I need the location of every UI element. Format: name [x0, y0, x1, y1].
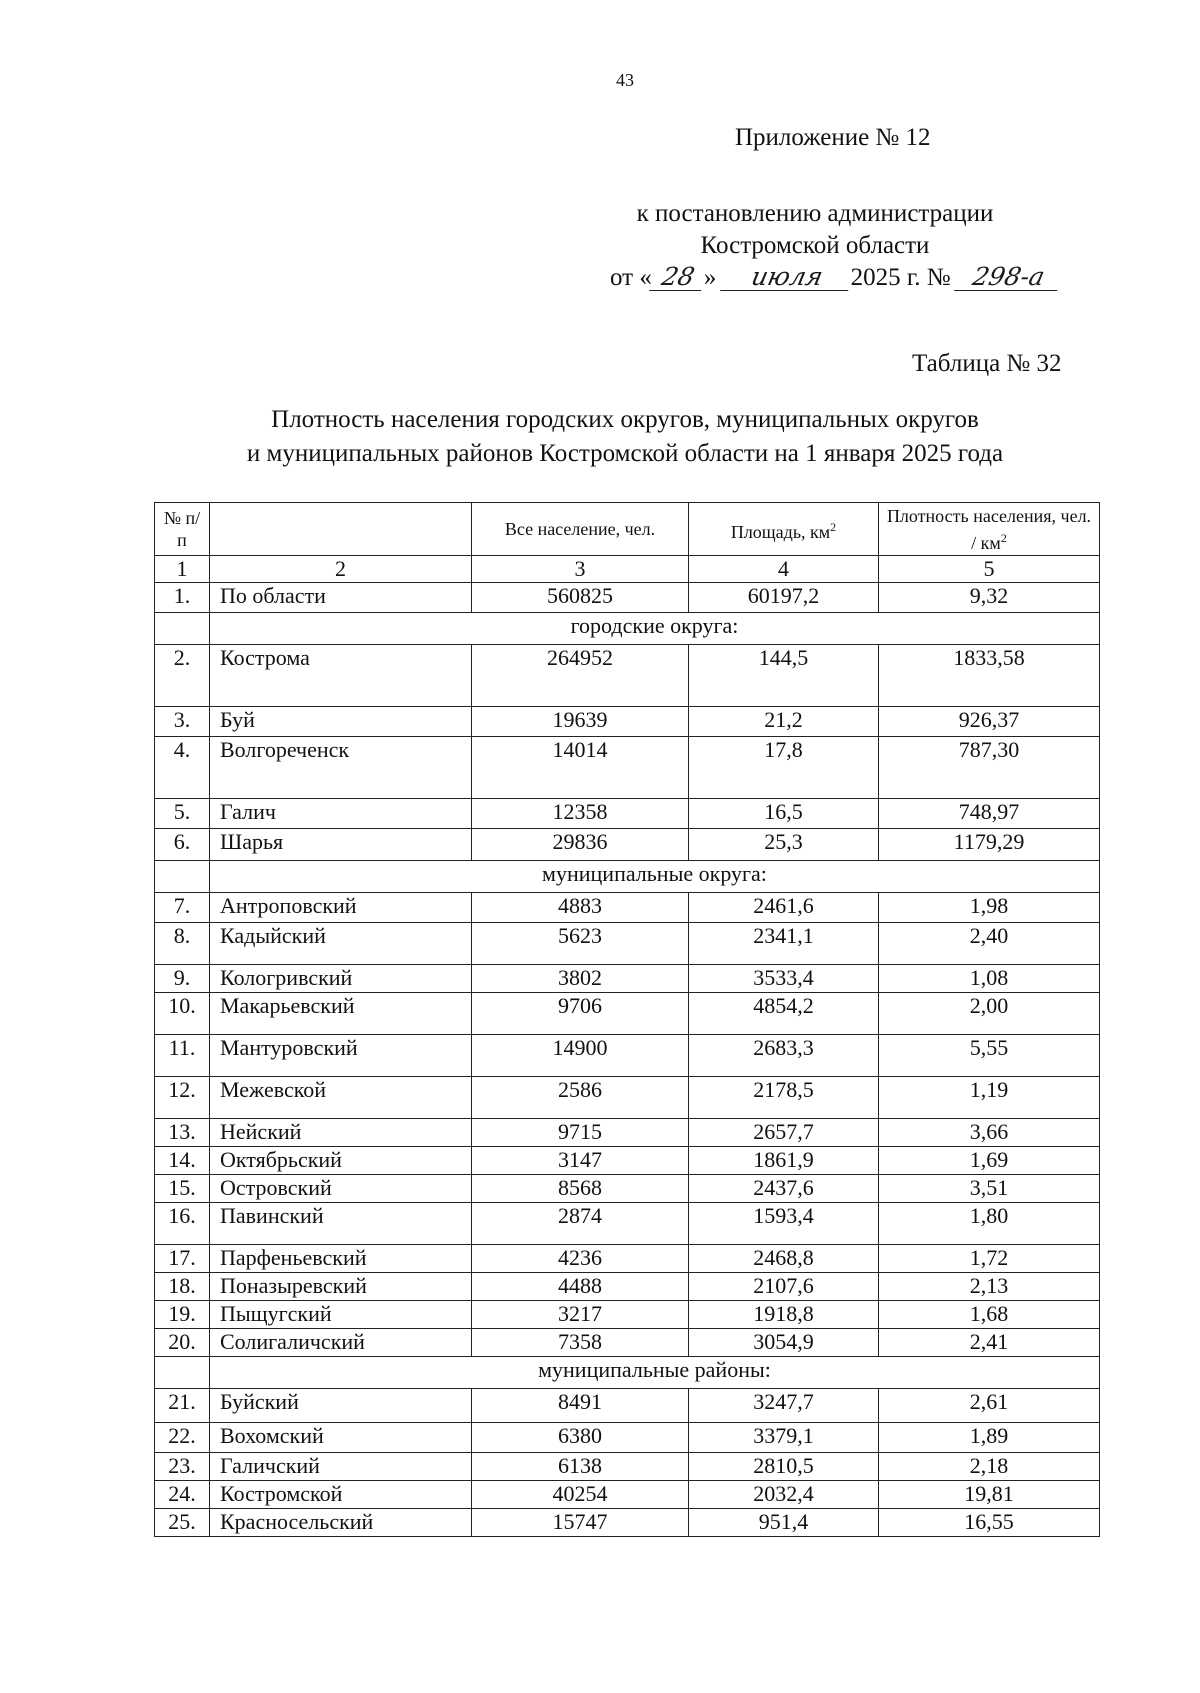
- row-area: 1861,9: [689, 1147, 879, 1175]
- row-population: 6138: [472, 1453, 689, 1481]
- header-density-text: Плотность населения, чел. / км: [886, 505, 1092, 553]
- row-number: 14.: [155, 1147, 210, 1175]
- row-number: 13.: [155, 1119, 210, 1147]
- row-population: 14900: [472, 1035, 689, 1077]
- row-area: 2341,1: [689, 923, 879, 965]
- row-population: 4488: [472, 1273, 689, 1301]
- row-population: 4883: [472, 893, 689, 923]
- section-row: [155, 1357, 1100, 1389]
- row-density: 1,08: [879, 965, 1100, 993]
- page-number: 43: [616, 70, 634, 90]
- row-name: Галич: [210, 799, 472, 829]
- row-population: 40254: [472, 1481, 689, 1509]
- row-density: 2,13: [879, 1273, 1100, 1301]
- row-density: 2,40: [879, 923, 1100, 965]
- table-row: [155, 893, 1100, 923]
- section-row: [155, 861, 1100, 893]
- row-population: 3217: [472, 1301, 689, 1329]
- table-header-row: [155, 503, 1100, 556]
- row-area: 3379,1: [689, 1423, 879, 1453]
- table-row: [155, 1453, 1100, 1481]
- row-density: 1,19: [879, 1077, 1100, 1119]
- row-number: 6.: [155, 829, 210, 861]
- row-population: 7358: [472, 1329, 689, 1357]
- row-number: 19.: [155, 1301, 210, 1329]
- header-area-sup: 2: [830, 519, 837, 534]
- table-row: [155, 1077, 1100, 1119]
- row-population: 4236: [472, 1245, 689, 1273]
- table-row: [155, 1481, 1100, 1509]
- table-row: [155, 737, 1100, 799]
- table-body: [155, 583, 1100, 1537]
- decree-line-2: Костромской области: [700, 232, 930, 259]
- row-number: 4.: [155, 737, 210, 799]
- row-number: 16.: [155, 1203, 210, 1245]
- row-name: Костромской: [210, 1481, 472, 1509]
- header-density-sup: 2: [1000, 530, 1007, 545]
- column-number: 2: [210, 556, 472, 583]
- row-name: По области: [210, 583, 472, 613]
- row-density: 16,55: [879, 1509, 1100, 1537]
- row-density: 2,00: [879, 993, 1100, 1035]
- row-density: 1,72: [879, 1245, 1100, 1273]
- row-area: 2032,4: [689, 1481, 879, 1509]
- row-number: 17.: [155, 1245, 210, 1273]
- row-name: Кострома: [210, 645, 472, 707]
- row-number: 24.: [155, 1481, 210, 1509]
- column-number: 5: [879, 556, 1100, 583]
- header-area-text: Площадь, км: [730, 521, 831, 542]
- row-number: 25.: [155, 1509, 210, 1537]
- row-area: 3533,4: [689, 965, 879, 993]
- row-population: 14014: [472, 737, 689, 799]
- row-number: 22.: [155, 1423, 210, 1453]
- row-area: 25,3: [689, 829, 879, 861]
- table-row: [155, 965, 1100, 993]
- row-name: Парфеньевский: [210, 1245, 472, 1273]
- row-density: 1833,58: [879, 645, 1100, 707]
- row-name: Галичский: [210, 1453, 472, 1481]
- row-area: 2810,5: [689, 1453, 879, 1481]
- header-area: [689, 503, 879, 556]
- row-number: 15.: [155, 1175, 210, 1203]
- table-label: Таблица № 32: [912, 350, 1062, 377]
- table-row: [155, 1035, 1100, 1077]
- row-name: Поназыревский: [210, 1273, 472, 1301]
- row-area: 2657,7: [689, 1119, 879, 1147]
- row-area: 144,5: [689, 645, 879, 707]
- table-row: [155, 1389, 1100, 1423]
- row-area: 60197,2: [689, 583, 879, 613]
- decree-year-text: 2025 г. №: [850, 264, 951, 291]
- row-number: 10.: [155, 993, 210, 1035]
- document-title-line-2: и муниципальных районов Костромской области на 1 января 2025 года: [246, 440, 1004, 467]
- row-name: Буй: [210, 707, 472, 737]
- row-name: Антроповский: [210, 893, 472, 923]
- row-population: 3147: [472, 1147, 689, 1175]
- decree-line-1: к постановлению администрации: [636, 200, 994, 227]
- table-row: [155, 1245, 1100, 1273]
- table-row: [155, 1175, 1100, 1203]
- section-row: [155, 613, 1100, 645]
- row-name: Солигаличский: [210, 1329, 472, 1357]
- document-title: [0, 403, 1200, 471]
- section-empty-cell: [155, 613, 210, 645]
- decree-day-close: »: [703, 264, 717, 291]
- row-density: 5,55: [879, 1035, 1100, 1077]
- row-density: 19,81: [879, 1481, 1100, 1509]
- row-name: Вохомский: [210, 1423, 472, 1453]
- table-row: [155, 583, 1100, 613]
- column-number: 3: [472, 556, 689, 583]
- row-density: 1,69: [879, 1147, 1100, 1175]
- row-name: Павинский: [210, 1203, 472, 1245]
- row-population: 9706: [472, 993, 689, 1035]
- row-population: 264952: [472, 645, 689, 707]
- row-number: 1.: [155, 583, 210, 613]
- row-density: 9,32: [879, 583, 1100, 613]
- decree-date-line: [610, 262, 1048, 294]
- table-row: [155, 829, 1100, 861]
- row-number: 18.: [155, 1273, 210, 1301]
- table-row: [155, 1509, 1100, 1537]
- row-name: Буйский: [210, 1389, 472, 1423]
- row-area: 1593,4: [689, 1203, 879, 1245]
- row-area: 4854,2: [689, 993, 879, 1035]
- row-name: Красносельский: [210, 1509, 472, 1537]
- column-number-row: [155, 556, 1100, 583]
- table-row: [155, 1203, 1100, 1245]
- row-population: 560825: [472, 583, 689, 613]
- row-area: 17,8: [689, 737, 879, 799]
- row-area: 1918,8: [689, 1301, 879, 1329]
- row-area: 2178,5: [689, 1077, 879, 1119]
- row-area: 2107,6: [689, 1273, 879, 1301]
- row-population: 9715: [472, 1119, 689, 1147]
- row-population: 6380: [472, 1423, 689, 1453]
- row-population: 19639: [472, 707, 689, 737]
- row-number: 8.: [155, 923, 210, 965]
- row-number: 21.: [155, 1389, 210, 1423]
- row-density: 3,51: [879, 1175, 1100, 1203]
- section-label: городские округа:: [210, 613, 1100, 645]
- column-number: 4: [689, 556, 879, 583]
- row-area: 3054,9: [689, 1329, 879, 1357]
- appendix-title: Приложение № 12: [735, 124, 931, 151]
- row-name: Островский: [210, 1175, 472, 1203]
- row-number: 5.: [155, 799, 210, 829]
- header-population: Все население, чел.: [472, 503, 689, 556]
- row-name: Волгореченск: [210, 737, 472, 799]
- row-area: 951,4: [689, 1509, 879, 1537]
- section-empty-cell: [155, 861, 210, 893]
- row-population: 15747: [472, 1509, 689, 1537]
- row-density: 926,37: [879, 707, 1100, 737]
- row-number: 2.: [155, 645, 210, 707]
- row-area: 3247,7: [689, 1389, 879, 1423]
- table-row: [155, 645, 1100, 707]
- table-row: [155, 1301, 1100, 1329]
- row-population: 5623: [472, 923, 689, 965]
- population-density-table: [154, 502, 1100, 1537]
- decree-reference: [610, 198, 1048, 294]
- row-population: 8491: [472, 1389, 689, 1423]
- row-name: Мантуровский: [210, 1035, 472, 1077]
- row-density: 1,98: [879, 893, 1100, 923]
- row-number: 9.: [155, 965, 210, 993]
- row-number: 7.: [155, 893, 210, 923]
- section-label: муниципальные районы:: [210, 1357, 1100, 1389]
- row-density: 2,61: [879, 1389, 1100, 1423]
- row-area: 21,2: [689, 707, 879, 737]
- row-number: 20.: [155, 1329, 210, 1357]
- row-density: 3,66: [879, 1119, 1100, 1147]
- table-row: [155, 923, 1100, 965]
- decree-day-handwritten: 28: [649, 264, 707, 291]
- row-area: 2683,3: [689, 1035, 879, 1077]
- row-density: 748,97: [879, 799, 1100, 829]
- row-density: 1,80: [879, 1203, 1100, 1245]
- row-name: Кадыйский: [210, 923, 472, 965]
- row-population: 8568: [472, 1175, 689, 1203]
- column-number: 1: [155, 556, 210, 583]
- row-name: Макарьевский: [210, 993, 472, 1035]
- row-number: 23.: [155, 1453, 210, 1481]
- row-population: 12358: [472, 799, 689, 829]
- row-population: 2874: [472, 1203, 689, 1245]
- row-area: 16,5: [689, 799, 879, 829]
- row-area: 2461,6: [689, 893, 879, 923]
- table-row: [155, 1147, 1100, 1175]
- header-name: [210, 503, 472, 556]
- row-number: 11.: [155, 1035, 210, 1077]
- row-name: Нейский: [210, 1119, 472, 1147]
- row-density: 787,30: [879, 737, 1100, 799]
- decree-number-handwritten: 298-а: [954, 264, 1063, 291]
- row-population: 2586: [472, 1077, 689, 1119]
- decree-month-handwritten: июля: [720, 264, 854, 291]
- table-row: [155, 993, 1100, 1035]
- row-population: 29836: [472, 829, 689, 861]
- header-density: [879, 503, 1100, 556]
- row-area: 2468,8: [689, 1245, 879, 1273]
- section-label: муниципальные округа:: [210, 861, 1100, 893]
- header-num: № п/п: [155, 503, 210, 556]
- table-row: [155, 707, 1100, 737]
- row-name: Октябрьский: [210, 1147, 472, 1175]
- document-title-line-1: Плотность населения городских округов, муниципальных округов: [271, 406, 979, 433]
- row-name: Пыщугский: [210, 1301, 472, 1329]
- row-density: 2,41: [879, 1329, 1100, 1357]
- row-name: Шарья: [210, 829, 472, 861]
- row-number: 12.: [155, 1077, 210, 1119]
- row-area: 2437,6: [689, 1175, 879, 1203]
- table-row: [155, 1423, 1100, 1453]
- row-density: 2,18: [879, 1453, 1100, 1481]
- row-density: 1179,29: [879, 829, 1100, 861]
- section-empty-cell: [155, 1357, 210, 1389]
- decree-prefix: от «: [610, 264, 652, 291]
- row-name: Межевской: [210, 1077, 472, 1119]
- row-density: 1,68: [879, 1301, 1100, 1329]
- table-row: [155, 1119, 1100, 1147]
- table-row: [155, 799, 1100, 829]
- row-number: 3.: [155, 707, 210, 737]
- table-row: [155, 1273, 1100, 1301]
- row-density: 1,89: [879, 1423, 1100, 1453]
- row-population: 3802: [472, 965, 689, 993]
- row-name: Кологривский: [210, 965, 472, 993]
- table-row: [155, 1329, 1100, 1357]
